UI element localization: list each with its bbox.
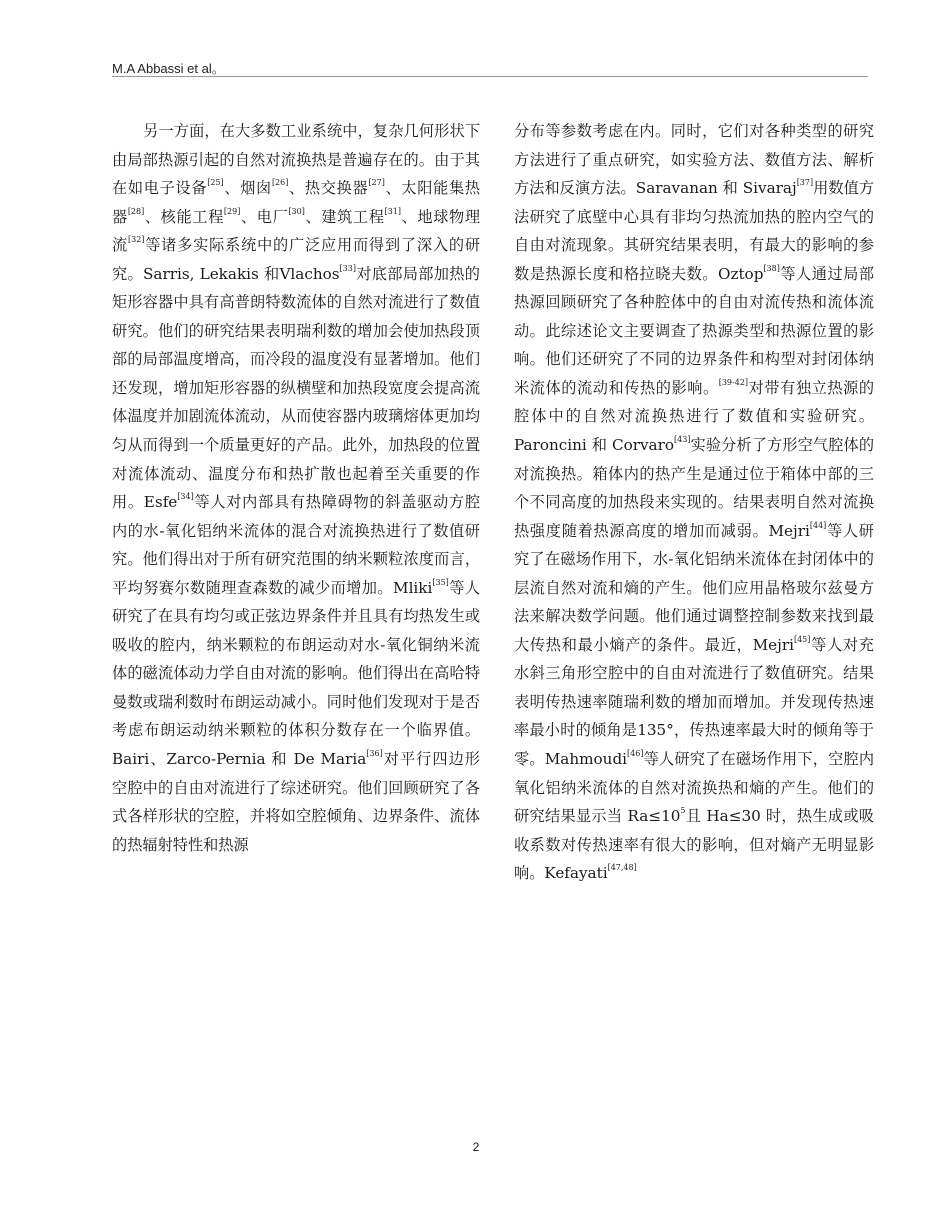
- right-paragraph: [514, 117, 874, 888]
- body-text: 、地球物理流: [112, 207, 480, 255]
- citation-marker: [36]: [366, 749, 383, 759]
- body-text: 对平行四边形空腔中的自由对流进行了综述研究。他们回顾研究了各式各样形状的空腔，并将如空腔倾角、边界条件、流体的热辐射特性和热源: [112, 750, 480, 854]
- body-text: 另一方面，在大多数工业系统中，复杂几何形状下由局部热源引起的自然对流换热是普遍存在的。由于其在如电子设备: [112, 122, 480, 198]
- page-number: 2: [472, 1140, 480, 1154]
- citation-marker: [26]: [271, 178, 289, 188]
- body-text: 对带有独立热源的腔体中的自然对流换热进行了数值和实验研究。Paroncini 和 Corvaro: [514, 378, 875, 455]
- body-text: 、太阳能集热器: [112, 179, 481, 226]
- citation-marker: [39-42]: [718, 377, 749, 387]
- body-text: 等人对充水斜三角形空腔中的自由对流进行了数值研究。结果表明传热速率随瑞利数的增加而增加。并发现传热速率最小时的倾角是135°，传热速率最大时的倾角等于零。Mahmoudi: [514, 635, 874, 769]
- body-text: 等诸多实际系统中的广泛应用而得到了深入的研究。Sarris, Lekakis 和Vlachos: [112, 236, 481, 283]
- body-text: 且 Ha≤30 时，热生成或吸收系数对传热速率有很大的影响，但对熵产无明显影响。Kefayati: [514, 807, 874, 883]
- citation-marker: [43]: [674, 435, 691, 445]
- body-text: 等人研究了在磁场作用下，水-氧化铝纳米流体在封闭体中的层流自然对流和熵的产生。他们应用晶格玻尔兹曼方法来解决数学问题。他们通过调整控制参数来找到最大传热和最小熵产的条件。最近，Mejri: [514, 521, 874, 654]
- citation-marker: [28]: [127, 206, 145, 216]
- body-text: 分布等参数考虑在内。同时，它们对各种类型的研究方法进行了重点研究，如实验方法、数值方法、解析方法和反演方法。Saravanan 和 Sivaraj: [514, 122, 874, 198]
- citation-marker: [25]: [207, 178, 224, 188]
- citation-marker: [46]: [627, 749, 644, 759]
- body-text: 等人通过局部热源回顾研究了各种腔体中的自由对流传热和流体流动。此综述论文主要调查了热源类型和热源位置的影响。他们还研究了不同的边界条件和构型对封闭体纳米流体的流动和传热的影响。: [514, 264, 875, 397]
- citation-marker: [38]: [763, 263, 780, 273]
- header-rule: [112, 76, 868, 77]
- body-text: 、烟囱: [223, 179, 272, 198]
- exponent: 5: [680, 806, 686, 816]
- body-text: 实验分析了方形空气腔体的对流换热。箱体内的热产生是通过位于箱体中部的三个不同高度的加热段来实现的。结果表明自然对流换热强度随着热源高度的增加而减弱。Mejri: [514, 436, 874, 540]
- body-text: 用数值方法研究了底壁中心具有非均匀热流加热的腔内空气的自由对流现象。其研究结果表明，有最大的影响的参数是热源长度和格拉晓夫数。Oztop: [514, 179, 875, 283]
- citation-marker: [45]: [793, 634, 811, 644]
- citation-marker: [35]: [432, 577, 449, 587]
- body-text: 对底部局部加热的矩形容器中具有高普朗特数流体的自然对流进行了数值研究。他们的研究结果表明瑞利数的增加会使加热段顶部的局部温度增高，而冷段的温度没有显著增加。他们还发现，增加矩形容器的纵横壁和加热段宽度会提高流体温度并加剧流体流动，从而使容器内玻璃熔体更加均匀从而得到一个质量更好的产品。此外，加热段的位置对流体流动、温度分布和热扩散也起着至关重要的作用。Esfe: [112, 264, 480, 512]
- left-paragraph: [112, 117, 480, 859]
- citation-marker: [30]: [288, 206, 305, 216]
- right-column: [514, 117, 874, 888]
- citation-marker: [34]: [177, 492, 194, 502]
- running-header: M.A Abbassi et al。: [112, 61, 225, 76]
- body-text: 等人研究了在具有均匀或正弦边界条件并且具有均热发生或吸收的腔内，纳米颗粒的布朗运动对水-氧化铜纳米流体的磁流体动力学自由对流的影响。他们得出在高哈特曼数或瑞利数时布朗运动减小。同时他们发现对于是否考虑布朗运动纳米颗粒的体积分数存在一个临界值。Bairi、Zarco-Pernia 和 De Maria: [112, 578, 481, 769]
- citation-marker: [27]: [368, 178, 385, 188]
- citation-marker: [29]: [223, 206, 241, 216]
- body-text: 、建筑工程: [304, 207, 385, 226]
- citation-marker: [31]: [384, 206, 401, 216]
- body-text: 、电厂: [240, 207, 289, 226]
- body-text: 、核能工程: [144, 207, 224, 226]
- citation-marker: [44]: [809, 520, 827, 530]
- citation-marker: [32]: [127, 235, 145, 245]
- citation-marker: [33]: [339, 263, 356, 273]
- body-text: 等人对内部具有热障碍物的斜盖驱动方腔内的水-氧化铝纳米流体的混合对流换热进行了数值研究。他们得出对于所有研究范围的纳米颗粒浓度而言，平均努赛尔数随理查森数的减少而增加。Mliki: [112, 493, 481, 597]
- citation-marker: [37]: [796, 178, 814, 188]
- left-column: [112, 117, 480, 859]
- body-text: 等人研究了在磁场作用下，空腔内氧化铝纳米流体的自然对流换热和熵的产生。他们的研究结果显示当 Ra≤10: [514, 750, 875, 826]
- citation-marker: [47,48]: [607, 863, 637, 873]
- body-text: 、热交换器: [288, 179, 369, 198]
